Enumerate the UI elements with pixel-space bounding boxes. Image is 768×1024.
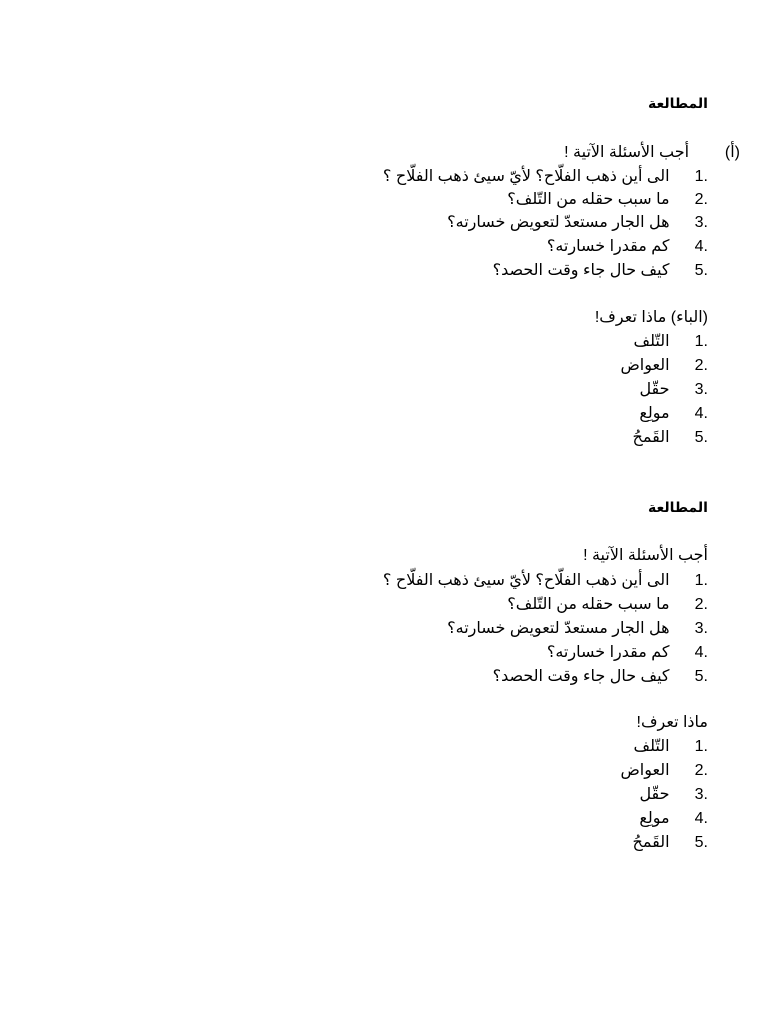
- part-b-label-text: ماذا تعرف!: [636, 714, 708, 731]
- item-number: 1.: [694, 572, 708, 589]
- vocab-word: العواض: [620, 357, 670, 374]
- item-number: 4.: [694, 644, 708, 661]
- vocab-word: حقّل: [639, 786, 670, 803]
- item-number: 4.: [694, 405, 708, 422]
- vocab-word: القَمحُ: [632, 834, 670, 851]
- question-item: [547, 641, 708, 665]
- question-item: [383, 569, 708, 593]
- question-text: ما سبب حقله من التّلف؟: [507, 596, 670, 613]
- item-number: 1.: [694, 168, 708, 185]
- question-text: كم مقدرا خسارته؟: [546, 644, 670, 661]
- question-text: كيف حال جاء وقت الحصد؟: [492, 262, 670, 279]
- item-number: 1.: [694, 738, 708, 755]
- vocab-item: [620, 759, 708, 783]
- item-number: 2.: [694, 596, 708, 613]
- vocab-word: حقّل: [639, 381, 670, 398]
- item-number: 3.: [694, 786, 708, 803]
- instruction-text: أجب الأسئلة الآتية !: [583, 547, 708, 564]
- item-number: 5.: [694, 834, 708, 851]
- question-text: هل الجار مستعدّ لتعويض خسارته؟: [447, 214, 670, 231]
- item-number: 4.: [694, 810, 708, 827]
- instruction-text: أجب الأسئلة الآتية !: [564, 144, 690, 161]
- question-text: كيف حال جاء وقت الحصد؟: [492, 668, 670, 685]
- section-heading: المطالعة: [648, 499, 708, 515]
- vocab-word: العواض: [620, 762, 670, 779]
- item-number: 2.: [694, 191, 708, 208]
- question-text: هل الجار مستعدّ لتعويض خسارته؟: [447, 620, 670, 637]
- question-text: كم مقدرا خسارته؟: [546, 238, 670, 255]
- question-item: [447, 617, 708, 641]
- item-number: 2.: [694, 762, 708, 779]
- instruction-row: [583, 544, 708, 568]
- vocab-word: مولِع: [639, 405, 670, 422]
- item-number: 4.: [694, 238, 708, 255]
- vocab-word: القَمحُ: [632, 429, 670, 446]
- question-text: الى أين ذهب الفلّاح؟ لأيّ سيئ ذهب الفلّاح ؟: [382, 168, 670, 185]
- item-number: 5.: [694, 668, 708, 685]
- question-item: [493, 665, 708, 689]
- item-number: 3.: [694, 214, 708, 231]
- part-b-label-text: (الباء) ماذا تعرف!: [594, 309, 708, 326]
- vocab-word: مولِع: [639, 810, 670, 827]
- item-number: 2.: [694, 357, 708, 374]
- section-heading: المطالعة: [648, 95, 708, 111]
- vocab-word: التّلف: [633, 738, 670, 755]
- item-number: 1.: [694, 333, 708, 350]
- item-number: 5.: [694, 262, 708, 279]
- item-number: 5.: [694, 429, 708, 446]
- section-2: [288, 0, 708, 900]
- question-item: [507, 593, 708, 617]
- vocab-item: [639, 783, 708, 807]
- item-number: 3.: [694, 620, 708, 637]
- vocab-word: التّلف: [633, 333, 670, 350]
- part-a-marker: (أ): [724, 144, 740, 161]
- question-text: ما سبب حقله من التّلف؟: [507, 191, 670, 208]
- vocab-item: [634, 735, 708, 759]
- item-number: 3.: [694, 381, 708, 398]
- question-text: الى أين ذهب الفلّاح؟ لأيّ سيئ ذهب الفلّاح ؟: [382, 572, 670, 589]
- vocab-item: [639, 807, 708, 831]
- vocab-item: [633, 831, 708, 855]
- part-b-label: [637, 711, 709, 735]
